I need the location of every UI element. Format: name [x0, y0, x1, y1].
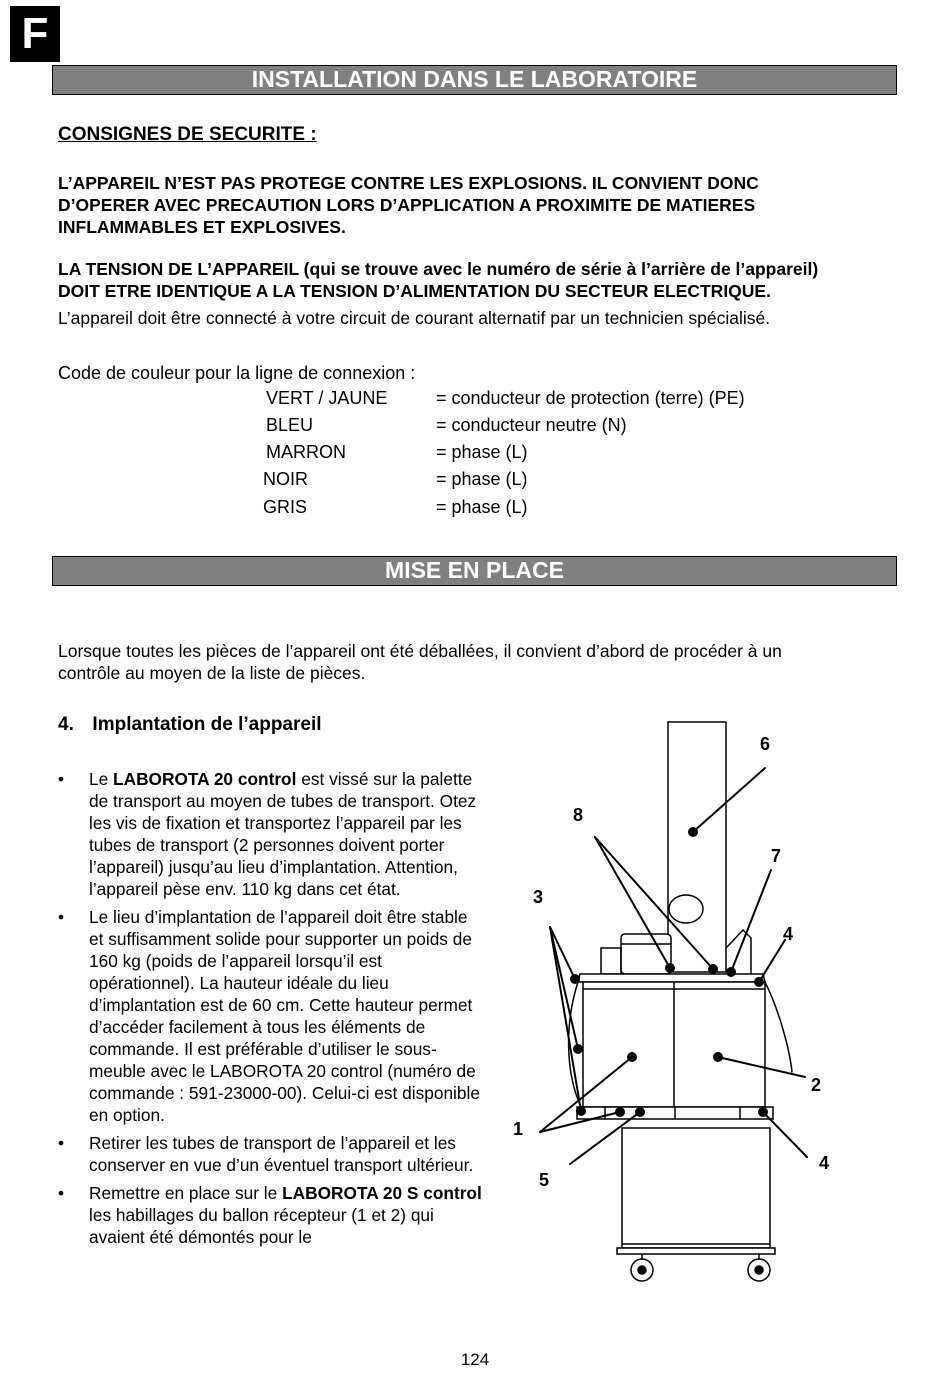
- callout-2: 2: [811, 1075, 822, 1095]
- color-name: VERT / JAUNE: [266, 388, 388, 408]
- color-meaning: = conducteur neutre (N): [436, 415, 627, 435]
- bullet-text: Retirer les tubes de transport de l’appareil et les conserver en vue d’un éventuel transport ultérieur.: [89, 1133, 474, 1175]
- warning-line: D’OPERER AVEC PRECAUTION LORS D’APPLICATION A PROXIMITE DE MATIERES: [58, 195, 756, 215]
- bullet-text: Le lieu d’implantation de l’appareil doit être stable et suffisamment solide pour supporter un poids de 160 kg (poids de l’appareil lorsqu’il est opérationnel). La hauteur idéale du lieu d’implantation est de 60 cm. Cette hauteur permet d’accéder facilement à tous les éléments de commande. Il est préférable d’utiliser le sous-meuble avec le LABOROTA 20 control (numéro de commande : 591-23000-00). Celui-ci est disponible en option.: [89, 907, 480, 1125]
- callout-6: 6: [760, 734, 771, 754]
- page-number: 124: [460, 1350, 490, 1369]
- list-item: [58, 768, 483, 900]
- color-meaning: = phase (L): [436, 469, 528, 489]
- drive-unit: [621, 934, 671, 974]
- warning-line: LA TENSION DE L’APPAREIL (qui se trouve avec le numéro de série à l’arrière de l’appareil): [58, 259, 819, 279]
- section-banner-installation: INSTALLATION DANS LE LABORATOIRE: [52, 65, 897, 95]
- color-name: BLEU: [266, 415, 314, 435]
- callout-4-bottom: 4: [819, 1153, 830, 1173]
- cabinet: [622, 1128, 770, 1248]
- callout-5: 5: [539, 1170, 550, 1190]
- explosion-warning: [58, 172, 759, 238]
- safety-heading: CONSIGNES DE SECURITE :: [58, 124, 317, 145]
- bullet-text: les habillages du ballon récepteur (1 et 2) qui avaient été démontés pour le: [89, 1205, 434, 1247]
- bullet-text: Le: [89, 769, 114, 789]
- warning-line: INFLAMMABLES ET EXPLOSIVES.: [58, 217, 346, 237]
- voltage-warning: [58, 258, 818, 302]
- bullet-symbol: •: [58, 1133, 65, 1153]
- callout-7: 7: [771, 846, 782, 866]
- subsection-heading: [58, 714, 322, 736]
- device-diagram: [495, 712, 850, 1297]
- bullet-symbol: •: [58, 769, 65, 789]
- connection-note: L’appareil doit être connecté à votre circuit de courant alternatif par un technicien spécialisé.: [58, 308, 771, 328]
- device-drawing: [495, 712, 850, 1297]
- color-meaning: = phase (L): [436, 497, 528, 517]
- warning-line: L’APPAREIL N’EST PAS PROTEGE CONTRE LES EXPLOSIONS. IL CONVIENT DONC: [58, 173, 759, 193]
- subsection-number: 4.: [58, 714, 74, 735]
- color-code-title: Code de couleur pour la ligne de connexion :: [58, 363, 416, 383]
- color-name: MARRON: [266, 442, 346, 462]
- bullet-symbol: •: [58, 907, 65, 927]
- color-meaning: = conducteur de protection (terre) (PE): [436, 388, 745, 408]
- right-side-panel: [765, 982, 792, 1072]
- list-item: [58, 1182, 483, 1248]
- bullet-text: est vissé sur la palette de transport au moyen de tubes de transport. Otez les vis de fixation et transportez l’appareil par les tubes de transport (2 personnes doivent porter l’appareil) jusqu’au lieu d’implantation. Attention, l’appareil pèse env. 110 kg dans cet état.: [89, 769, 477, 899]
- warning-line: DOIT ETRE IDENTIQUE A LA TENSION D’ALIMENTATION DU SECTEUR ELECTRIQUE.: [58, 281, 771, 301]
- color-meaning: = phase (L): [436, 442, 528, 462]
- condenser-column: [668, 722, 726, 972]
- intro-line: Lorsque toutes les pièces de l’appareil ont été déballées, il convient d’abord de procéder à un: [58, 641, 782, 661]
- drive-knob: [601, 948, 621, 974]
- color-name: GRIS: [263, 497, 308, 517]
- intro-line: contrôle au moyen de la liste de pièces.: [58, 663, 366, 683]
- intro-paragraph: [58, 640, 782, 684]
- callout-3: 3: [533, 887, 544, 907]
- bullet-bold-text: LABOROTA 20 S control: [282, 1183, 482, 1203]
- language-badge: F: [10, 6, 60, 62]
- callout-8: 8: [573, 805, 584, 825]
- bullet-list: [58, 768, 483, 1254]
- callout-4-top: 4: [783, 924, 794, 944]
- subsection-title: Implantation de l’appareil: [92, 714, 322, 735]
- list-item: [58, 906, 483, 1126]
- callout-1: 1: [513, 1119, 524, 1139]
- bullet-text: Remettre en place sur le: [89, 1183, 283, 1203]
- section-banner-mise-en-place: MISE EN PLACE: [52, 556, 897, 586]
- color-name: NOIR: [263, 469, 308, 489]
- bullet-bold-text: LABOROTA 20 control: [113, 769, 297, 789]
- list-item: [58, 1132, 483, 1176]
- bullet-symbol: •: [58, 1183, 65, 1203]
